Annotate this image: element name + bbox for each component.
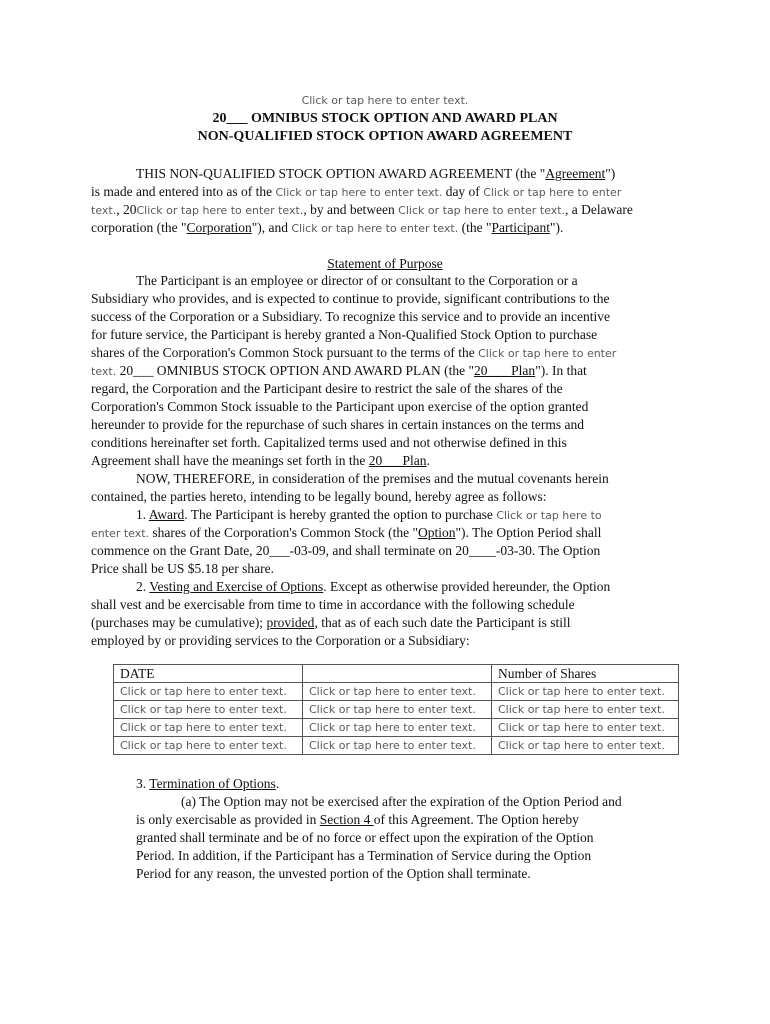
table-cell[interactable]: Click or tap here to enter text. — [114, 737, 303, 755]
month-placeholder-field-cont[interactable]: text. — [91, 204, 117, 217]
termination-line-1: (a) The Option may not be exercised after the expiration of the Option Period and — [181, 794, 622, 809]
now-therefore-line-1: NOW, THEREFORE, in consideration of the premises and the mutual covenants herein — [136, 471, 609, 486]
intro-text: (the " — [458, 220, 492, 235]
share-count-placeholder-field-cont[interactable]: enter text. — [91, 527, 150, 540]
award-line-3: commence on the Grant Date, 20___-03-09, and shall terminate on 20____-03-30. The Option — [91, 543, 601, 558]
purpose-line-9: hereunder to provide for the repurchase of such shares in certain instances on the terms and — [91, 417, 584, 432]
table-cell[interactable]: Click or tap here to enter text. — [114, 683, 303, 701]
award-text: 1. — [136, 507, 149, 522]
termination-text: of this Agreement. The Option hereby — [373, 812, 579, 827]
termination-line-2 — [136, 811, 736, 829]
intro-line-4 — [91, 219, 691, 238]
award-line-2 — [91, 524, 691, 543]
vesting-schedule-table — [113, 664, 679, 755]
termination-line-3: granted shall terminate and be of no force or effect upon the expiration of the Option — [136, 830, 594, 845]
table-cell[interactable]: Click or tap here to enter text. — [303, 737, 492, 755]
defined-term-agreement: Agreement — [545, 166, 606, 181]
intro-text: , a Delaware — [565, 202, 633, 217]
intro-text: ") — [605, 166, 616, 181]
defined-term-corporation: Corporation — [186, 220, 252, 235]
vesting-text: , that as of each such date the Participant is still — [314, 615, 571, 630]
purpose-heading-text: Statement of Purpose — [327, 256, 443, 271]
purpose-text: 20___ OMNIBUS STOCK OPTION AND AWARD PLAN (the " — [116, 363, 475, 378]
section-4-reference: Section 4 — [319, 812, 374, 827]
termination-text: is only exercisable as provided in — [136, 812, 320, 827]
vesting-line-4: employed by or providing services to the Corporation or a Subsidiary: — [91, 633, 470, 648]
purpose-text: . — [426, 453, 430, 468]
table-header-shares: Number of Shares — [492, 665, 679, 683]
intro-line-1 — [91, 165, 736, 183]
table-cell[interactable]: Click or tap here to enter text. — [114, 719, 303, 737]
vesting-line-2: shall vest and be exercisable from time to time in accordance with the following schedule — [91, 597, 575, 612]
intro-text: "), and — [251, 220, 292, 235]
purpose-line-7: regard, the Corporation and the Participant desire to restrict the sale of the shares of the — [91, 381, 563, 396]
table-header-row — [114, 665, 679, 683]
day-placeholder-field[interactable]: Click or tap here to enter text. — [275, 186, 443, 199]
intro-text: "). — [549, 220, 564, 235]
defined-term-participant: Participant — [491, 220, 550, 235]
award-text: "). The Option Period shall — [455, 525, 602, 540]
intro-line-2 — [91, 183, 691, 202]
table-header-date: DATE — [114, 665, 303, 683]
now-therefore-line-2: contained, the parties hereto, intending to be legally bound, hereby agree as follows: — [91, 489, 547, 504]
termination-line-5: Period for any reason, the unvested portion of the Option shall terminate. — [136, 866, 531, 881]
year-placeholder-field[interactable]: Click or tap here to enter text. — [136, 204, 304, 217]
award-line-4: Price shall be US $5.18 per share. — [91, 561, 274, 576]
plan-name-placeholder-field[interactable]: Click or tap here to enter — [478, 347, 617, 360]
purpose-text: Agreement shall have the meanings set forth in the — [91, 453, 369, 468]
table-header-blank — [303, 665, 492, 683]
table-cell[interactable]: Click or tap here to enter text. — [303, 701, 492, 719]
proviso-term: provided — [266, 615, 315, 630]
purpose-text: shares of the Corporation's Common Stock pursuant to the terms of the — [91, 345, 479, 360]
termination-line-4: Period. In addition, if the Participant has a Termination of Service during the Option — [136, 848, 592, 863]
table-cell[interactable]: Click or tap here to enter text. — [114, 701, 303, 719]
termination-heading-text: Termination of Options — [149, 776, 276, 791]
table-row — [114, 683, 679, 701]
intro-text: is made and entered into as of the — [91, 184, 276, 199]
defined-term-option: Option — [417, 525, 456, 540]
table-row — [114, 701, 679, 719]
purpose-line-8: Corporation's Common Stock issuable to the Participant upon exercise of the option granted — [91, 399, 589, 414]
intro-text: corporation (the " — [91, 220, 187, 235]
intro-text: THIS NON-QUALIFIED STOCK OPTION AWARD AGREEMENT (the " — [136, 166, 546, 181]
vesting-text: (purchases may be cumulative); — [91, 615, 267, 630]
corporation-name-placeholder-field[interactable]: Click or tap here to enter text. — [398, 204, 566, 217]
purpose-line-2: Subsidiary who provides, and is expected to continue to provide, significant contributions to the — [91, 291, 610, 306]
termination-heading-end: . — [275, 776, 280, 791]
table-cell[interactable]: Click or tap here to enter text. — [303, 683, 492, 701]
month-placeholder-field[interactable]: Click or tap here to enter — [483, 186, 622, 199]
table-cell[interactable]: Click or tap here to enter text. — [492, 701, 679, 719]
termination-number: 3. — [136, 776, 150, 791]
purpose-line-1: The Participant is an employee or director of or consultant to the Corporation or a — [136, 273, 578, 288]
award-line-1 — [91, 506, 736, 525]
purpose-line-3: success of the Corporation or a Subsidiary. To recognize this service and to provide an incentive — [91, 309, 611, 324]
vesting-text: 2. — [136, 579, 150, 594]
plan-name-placeholder-field-cont[interactable]: text. — [91, 365, 117, 378]
intro-line-3 — [91, 201, 691, 220]
table-cell[interactable]: Click or tap here to enter text. — [492, 683, 679, 701]
award-text: . The Participant is hereby granted the option to purchase — [184, 507, 497, 522]
table-cell[interactable]: Click or tap here to enter text. — [492, 719, 679, 737]
plan-reference: 20___Plan — [368, 453, 427, 468]
vesting-line-3 — [91, 614, 691, 632]
share-count-placeholder-field[interactable]: Click or tap here to — [496, 509, 602, 522]
purpose-line-6 — [91, 362, 691, 381]
vesting-heading: Vesting and Exercise of Options — [149, 579, 324, 594]
plan-title: 20___ OMNIBUS STOCK OPTION AND AWARD PLAN — [212, 111, 558, 126]
table-cell[interactable]: Click or tap here to enter text. — [492, 737, 679, 755]
purpose-line-10: conditions hereinafter set forth. Capitalized terms used and not otherwise defined in this — [91, 435, 567, 450]
defined-term-plan: 20___ Plan — [474, 363, 536, 378]
table-cell[interactable]: Click or tap here to enter text. — [303, 719, 492, 737]
award-text: shares of the Corporation's Common Stock (the " — [149, 525, 418, 540]
vesting-line-1 — [91, 578, 736, 596]
intro-text: day of — [442, 184, 484, 199]
vesting-text: . Except as otherwise provided hereunder, the Option — [323, 579, 611, 594]
purpose-line-4: for future service, the Participant is hereby granted a Non-Qualified Stock Option to purchase — [91, 327, 598, 342]
purpose-heading — [0, 255, 770, 273]
purpose-text: "). In that — [535, 363, 587, 378]
purpose-line-11 — [91, 452, 691, 470]
intro-text: , 20 — [116, 202, 137, 217]
purpose-line-5 — [91, 344, 691, 363]
intro-text: , by and between — [303, 202, 399, 217]
participant-name-placeholder-field[interactable]: Click or tap here to enter text. — [291, 222, 459, 235]
table-row — [114, 719, 679, 737]
agreement-title: NON-QUALIFIED STOCK OPTION AWARD AGREEMENT — [197, 129, 573, 144]
termination-heading — [136, 775, 736, 793]
award-heading: Award — [148, 507, 185, 522]
table-row — [114, 737, 679, 755]
header-placeholder-field[interactable]: Click or tap here to enter text. — [301, 94, 469, 107]
